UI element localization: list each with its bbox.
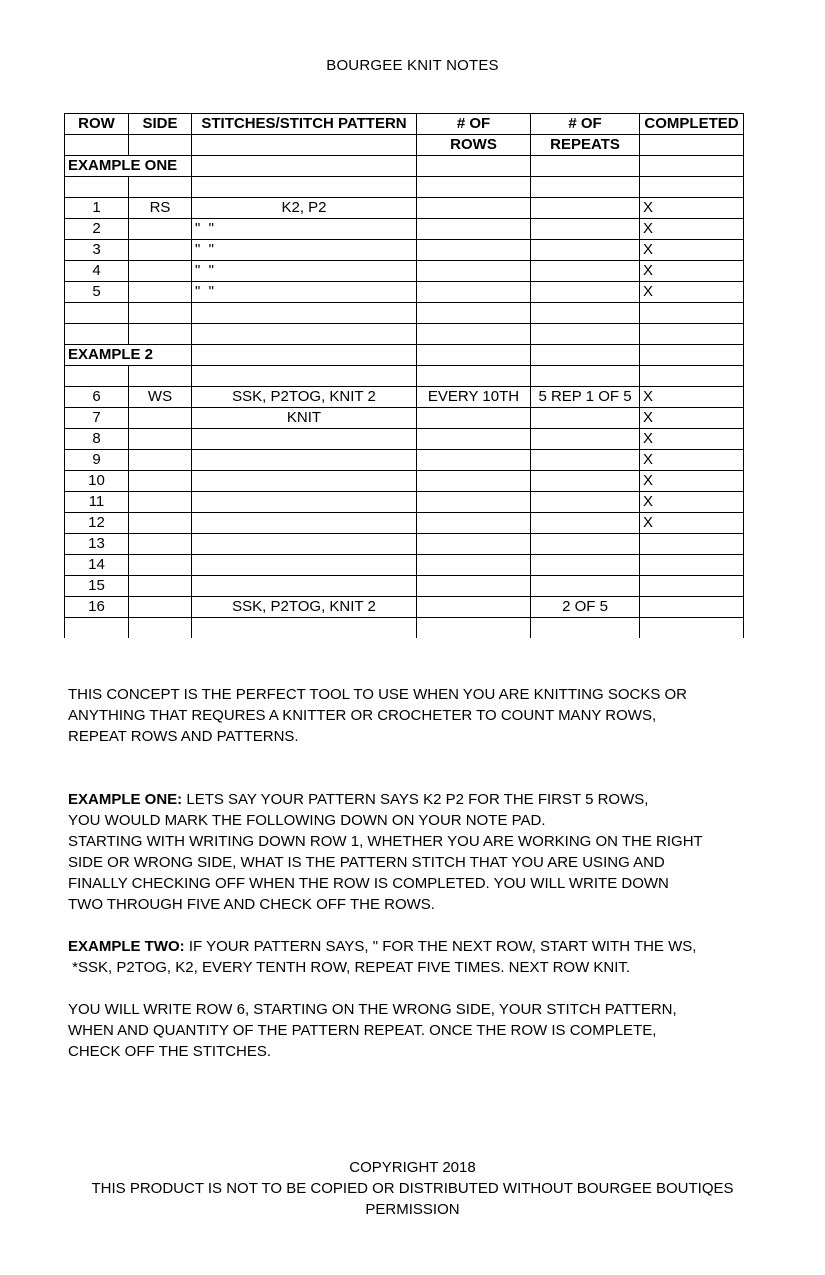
num-repeats-cell bbox=[531, 555, 640, 576]
stitch-pattern-cell: " " bbox=[192, 240, 417, 261]
table-row bbox=[65, 240, 744, 261]
table-cell bbox=[417, 345, 531, 366]
header-num-rows: # OF bbox=[417, 114, 531, 135]
row-number-cell: 10 bbox=[65, 471, 129, 492]
table-cell bbox=[640, 618, 744, 639]
num-rows-cell bbox=[417, 597, 531, 618]
num-repeats-cell bbox=[531, 492, 640, 513]
stitch-pattern-cell bbox=[192, 450, 417, 471]
example-one-line: TWO THROUGH FIVE AND CHECK OFF THE ROWS. bbox=[68, 896, 435, 913]
side-cell bbox=[129, 261, 192, 282]
closing-line: WHEN AND QUANTITY OF THE PATTERN REPEAT. ONCE THE ROW IS COMPLETE, bbox=[68, 1022, 657, 1039]
table-cell bbox=[192, 177, 417, 198]
completed-cell: X bbox=[640, 219, 744, 240]
side-cell: RS bbox=[129, 198, 192, 219]
stitch-pattern-cell bbox=[192, 429, 417, 450]
table-cell bbox=[531, 618, 640, 639]
row-number-cell: 2 bbox=[65, 219, 129, 240]
num-repeats-cell bbox=[531, 240, 640, 261]
completed-cell: X bbox=[640, 408, 744, 429]
section-row-example-one bbox=[65, 156, 744, 177]
header-cell bbox=[192, 135, 417, 156]
table-cell bbox=[417, 303, 531, 324]
closing-line: YOU WILL WRITE ROW 6, STARTING ON THE WRONG SIDE, YOUR STITCH PATTERN, bbox=[68, 1001, 677, 1018]
example-two-label: EXAMPLE TWO: bbox=[68, 938, 185, 955]
row-number-cell: 6 bbox=[65, 387, 129, 408]
table-row bbox=[65, 261, 744, 282]
table-cell bbox=[65, 303, 129, 324]
table-cell bbox=[640, 345, 744, 366]
side-cell: WS bbox=[129, 387, 192, 408]
table-cell bbox=[192, 618, 417, 639]
table-cell bbox=[417, 156, 531, 177]
stitch-pattern-cell bbox=[192, 534, 417, 555]
example-two-first-line bbox=[68, 936, 768, 957]
side-cell bbox=[129, 492, 192, 513]
example-two-paragraph bbox=[68, 936, 768, 978]
table-cell bbox=[192, 156, 417, 177]
table-cell bbox=[531, 156, 640, 177]
intro-line: ANYTHING THAT REQURES A KNITTER OR CROCHETER TO COUNT MANY ROWS, bbox=[68, 707, 657, 724]
table-row bbox=[65, 429, 744, 450]
blank-row bbox=[65, 303, 744, 324]
table-row bbox=[65, 534, 744, 555]
example-one-text: LETS SAY YOUR PATTERN SAYS K2 P2 FOR THE FIRST 5 ROWS, bbox=[182, 791, 649, 808]
header-cell bbox=[65, 135, 129, 156]
num-rows-cell bbox=[417, 240, 531, 261]
example-one-paragraph bbox=[68, 789, 768, 915]
table-cell bbox=[192, 345, 417, 366]
num-rows-cell bbox=[417, 450, 531, 471]
intro-line: REPEAT ROWS AND PATTERNS. bbox=[68, 728, 299, 745]
table-cell bbox=[531, 324, 640, 345]
completed-cell bbox=[640, 534, 744, 555]
row-number-cell: 5 bbox=[65, 282, 129, 303]
example-one-label: EXAMPLE ONE: bbox=[68, 791, 183, 808]
header-stitches: STITCHES/STITCH PATTERN bbox=[192, 114, 417, 135]
num-repeats-cell bbox=[531, 450, 640, 471]
completed-cell: X bbox=[640, 429, 744, 450]
row-number-cell: 7 bbox=[65, 408, 129, 429]
num-rows-cell bbox=[417, 492, 531, 513]
example-one-line: STARTING WITH WRITING DOWN ROW 1, WHETHER YOU ARE WORKING ON THE RIGHT bbox=[68, 833, 703, 850]
intro-line: THIS CONCEPT IS THE PERFECT TOOL TO USE WHEN YOU ARE KNITTING SOCKS OR bbox=[68, 686, 688, 703]
table-cell bbox=[531, 303, 640, 324]
header-repeats-label: REPEATS bbox=[531, 135, 640, 156]
footer bbox=[0, 1157, 825, 1220]
stitch-pattern-cell bbox=[192, 492, 417, 513]
table-cell bbox=[192, 324, 417, 345]
num-repeats-cell: 5 REP 1 OF 5 bbox=[531, 387, 640, 408]
row-number-cell: 9 bbox=[65, 450, 129, 471]
copyright-text: COPYRIGHT 2018 bbox=[349, 1159, 476, 1176]
blank-row bbox=[65, 177, 744, 198]
table-cell bbox=[640, 324, 744, 345]
num-rows-cell bbox=[417, 513, 531, 534]
stitch-pattern-cell bbox=[192, 576, 417, 597]
num-rows-cell bbox=[417, 534, 531, 555]
table-row bbox=[65, 513, 744, 534]
table-cell bbox=[65, 177, 129, 198]
table-cell bbox=[417, 324, 531, 345]
completed-cell: X bbox=[640, 198, 744, 219]
completed-cell: X bbox=[640, 387, 744, 408]
num-rows-cell bbox=[417, 219, 531, 240]
num-repeats-cell bbox=[531, 219, 640, 240]
table-row bbox=[65, 555, 744, 576]
table-row bbox=[65, 492, 744, 513]
side-cell bbox=[129, 219, 192, 240]
completed-cell: X bbox=[640, 513, 744, 534]
row-number-cell: 15 bbox=[65, 576, 129, 597]
table-cell bbox=[65, 324, 129, 345]
table-cell bbox=[417, 366, 531, 387]
example-two-text: IF YOUR PATTERN SAYS, " FOR THE NEXT ROW, START WITH THE WS, bbox=[184, 938, 697, 955]
row-number-cell: 12 bbox=[65, 513, 129, 534]
stitch-pattern-cell: " " bbox=[192, 261, 417, 282]
table-row bbox=[65, 408, 744, 429]
completed-cell bbox=[640, 555, 744, 576]
side-cell bbox=[129, 555, 192, 576]
completed-cell: X bbox=[640, 471, 744, 492]
row-number-cell: 8 bbox=[65, 429, 129, 450]
num-repeats-cell bbox=[531, 282, 640, 303]
header-cell bbox=[129, 135, 192, 156]
table-cell bbox=[129, 177, 192, 198]
table-row bbox=[65, 450, 744, 471]
num-rows-cell bbox=[417, 408, 531, 429]
table-row bbox=[65, 471, 744, 492]
row-number-cell: 14 bbox=[65, 555, 129, 576]
table-row bbox=[65, 282, 744, 303]
header-num-repeats: # OF bbox=[531, 114, 640, 135]
stitch-pattern-cell: SSK, P2TOG, KNIT 2 bbox=[192, 597, 417, 618]
stitch-pattern-cell: K2, P2 bbox=[192, 198, 417, 219]
num-rows-cell bbox=[417, 282, 531, 303]
table-cell bbox=[640, 303, 744, 324]
closing-paragraph bbox=[68, 999, 768, 1062]
example-one-line: SIDE OR WRONG SIDE, WHAT IS THE PATTERN STITCH THAT YOU ARE USING AND bbox=[68, 854, 665, 871]
table-cell bbox=[65, 366, 129, 387]
table-cell bbox=[640, 156, 744, 177]
blank-row bbox=[65, 324, 744, 345]
section-row-example-2 bbox=[65, 345, 744, 366]
stitch-pattern-cell: SSK, P2TOG, KNIT 2 bbox=[192, 387, 417, 408]
table-row bbox=[65, 597, 744, 618]
table-cell bbox=[129, 324, 192, 345]
num-rows-cell bbox=[417, 555, 531, 576]
side-cell bbox=[129, 513, 192, 534]
side-cell bbox=[129, 429, 192, 450]
section-label-example-2: EXAMPLE 2 bbox=[65, 345, 192, 366]
stitch-pattern-cell: " " bbox=[192, 219, 417, 240]
completed-cell bbox=[640, 597, 744, 618]
completed-cell: X bbox=[640, 492, 744, 513]
header-row-1 bbox=[65, 114, 744, 135]
table-cell bbox=[531, 177, 640, 198]
header-row-2 bbox=[65, 135, 744, 156]
header-cell bbox=[640, 135, 744, 156]
num-rows-cell bbox=[417, 471, 531, 492]
stitch-pattern-cell: KNIT bbox=[192, 408, 417, 429]
side-cell bbox=[129, 240, 192, 261]
side-cell bbox=[129, 597, 192, 618]
footer-notice: THIS PRODUCT IS NOT TO BE COPIED OR DISTRIBUTED WITHOUT BOURGEE BOUTIQES bbox=[91, 1180, 734, 1197]
intro-paragraph bbox=[68, 684, 768, 747]
num-rows-cell bbox=[417, 429, 531, 450]
header-side: SIDE bbox=[129, 114, 192, 135]
row-number-cell: 3 bbox=[65, 240, 129, 261]
table-row bbox=[65, 198, 744, 219]
row-number-cell: 1 bbox=[65, 198, 129, 219]
table-cell bbox=[65, 618, 129, 639]
example-one-first-line bbox=[68, 789, 768, 810]
num-repeats-cell bbox=[531, 198, 640, 219]
table-cell bbox=[531, 366, 640, 387]
table-cell bbox=[531, 345, 640, 366]
completed-cell bbox=[640, 576, 744, 597]
num-rows-cell bbox=[417, 576, 531, 597]
stitch-pattern-cell: " " bbox=[192, 282, 417, 303]
side-cell bbox=[129, 282, 192, 303]
row-number-cell: 4 bbox=[65, 261, 129, 282]
table-cell bbox=[640, 366, 744, 387]
blank-row bbox=[65, 618, 744, 639]
document-title: BOURGEE KNIT NOTES bbox=[326, 57, 499, 74]
example-one-line: FINALLY CHECKING OFF WHEN THE ROW IS COMPLETED. YOU WILL WRITE DOWN bbox=[68, 875, 669, 892]
blank-row bbox=[65, 366, 744, 387]
table-cell bbox=[129, 303, 192, 324]
closing-line: CHECK OFF THE STITCHES. bbox=[68, 1043, 272, 1060]
completed-cell: X bbox=[640, 261, 744, 282]
num-repeats-cell bbox=[531, 576, 640, 597]
example-one-line: YOU WOULD MARK THE FOLLOWING DOWN ON YOUR NOTE PAD. bbox=[68, 812, 546, 829]
num-repeats-cell bbox=[531, 429, 640, 450]
num-repeats-cell bbox=[531, 513, 640, 534]
table-cell bbox=[417, 618, 531, 639]
table-row bbox=[65, 576, 744, 597]
header-row: ROW bbox=[65, 114, 129, 135]
table-cell bbox=[129, 618, 192, 639]
example-two-line: *SSK, P2TOG, K2, EVERY TENTH ROW, REPEAT FIVE TIMES. NEXT ROW KNIT. bbox=[68, 959, 631, 976]
table-cell bbox=[640, 177, 744, 198]
table-row bbox=[65, 387, 744, 408]
stitch-pattern-cell bbox=[192, 555, 417, 576]
num-repeats-cell bbox=[531, 471, 640, 492]
row-number-cell: 13 bbox=[65, 534, 129, 555]
table-cell bbox=[192, 366, 417, 387]
stitch-pattern-cell bbox=[192, 513, 417, 534]
knit-notes-table bbox=[64, 113, 744, 638]
stitch-pattern-cell bbox=[192, 471, 417, 492]
table-row bbox=[65, 219, 744, 240]
table-cell bbox=[417, 177, 531, 198]
num-repeats-cell bbox=[531, 534, 640, 555]
row-number-cell: 16 bbox=[65, 597, 129, 618]
header-rows-label: ROWS bbox=[417, 135, 531, 156]
row-number-cell: 11 bbox=[65, 492, 129, 513]
side-cell bbox=[129, 450, 192, 471]
table-cell bbox=[192, 303, 417, 324]
side-cell bbox=[129, 534, 192, 555]
completed-cell: X bbox=[640, 282, 744, 303]
num-rows-cell bbox=[417, 198, 531, 219]
completed-cell: X bbox=[640, 240, 744, 261]
section-label-example-one: EXAMPLE ONE bbox=[65, 156, 192, 177]
side-cell bbox=[129, 408, 192, 429]
table-cell bbox=[129, 366, 192, 387]
num-rows-cell bbox=[417, 261, 531, 282]
num-repeats-cell: 2 OF 5 bbox=[531, 597, 640, 618]
side-cell bbox=[129, 576, 192, 597]
header-completed: COMPLETED bbox=[640, 114, 744, 135]
num-repeats-cell bbox=[531, 408, 640, 429]
num-rows-cell: EVERY 10TH bbox=[417, 387, 531, 408]
side-cell bbox=[129, 471, 192, 492]
footer-permission: PERMISSION bbox=[365, 1201, 460, 1218]
completed-cell: X bbox=[640, 450, 744, 471]
num-repeats-cell bbox=[531, 261, 640, 282]
